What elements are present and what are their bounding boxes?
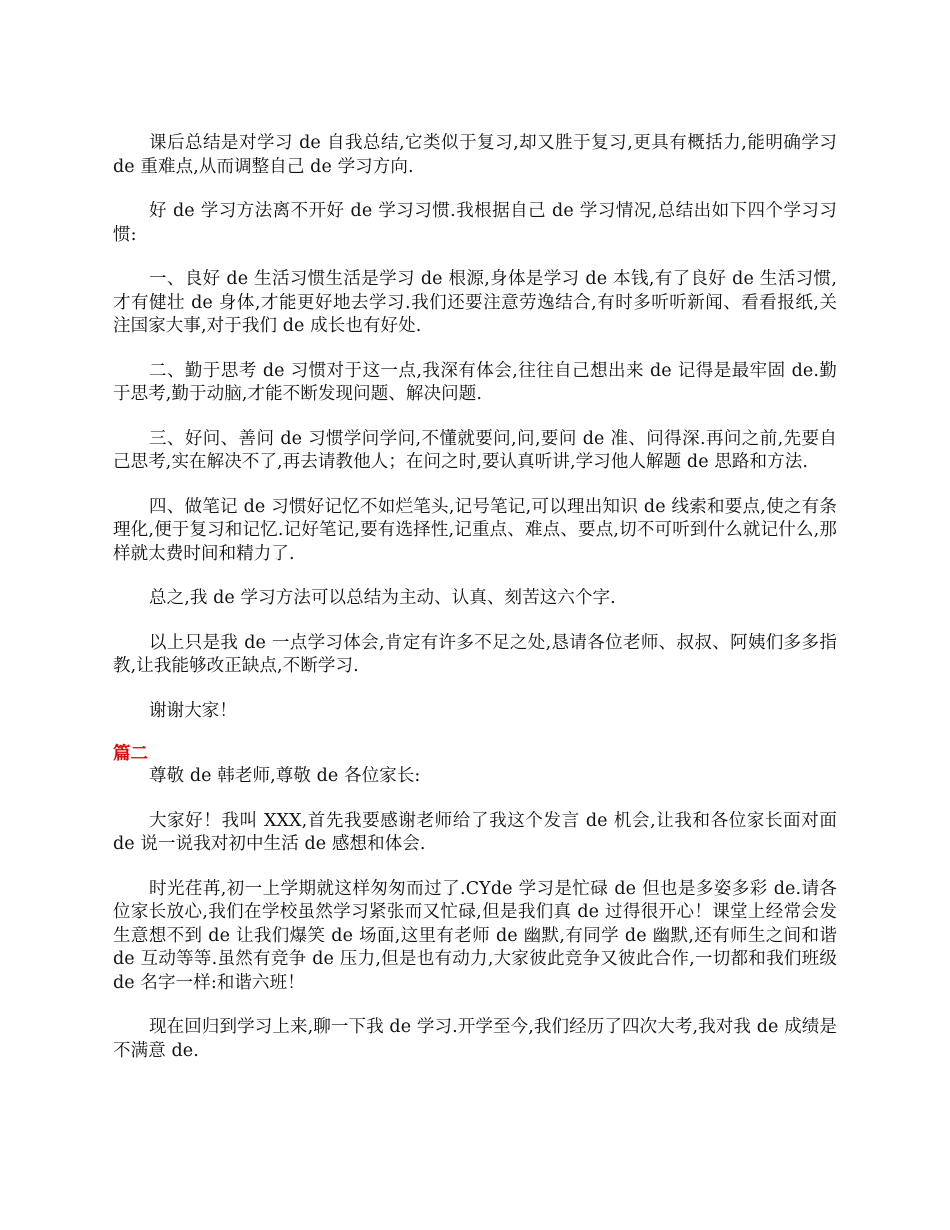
- paragraph-habit-three: 三、好问、善问 de 习惯学问学问,不懂就要问,问,要问 de 准、问得深.再问之前,先要自己思考,实在解决不了,再去请教他人；在问之时,要认真听讲,学习他人解题 de 思路和方法.: [113, 428, 837, 472]
- paragraph-conclusion: 总之,我 de 学习方法可以总结为主动、认真、刻苦这六个字.: [149, 588, 616, 608]
- paragraph-habit-one: 一、良好 de 生活习惯生活是学习 de 根源,身体是学习 de 本钱,有了良好 de 生活习惯,才有健壮 de 身体,才能更好地去学习.我们还要注意劳逸结合,有时多听听新闻、看看报纸,关注国家大事,对于我们 de 成长也有好处.: [113, 269, 837, 336]
- paragraph-study-review: 现在回归到学习上来,聊一下我 de 学习.开学至今,我们经历了四次大考,我对我 de 成绩是不满意 de.: [113, 1017, 837, 1061]
- document-body: [113, 132, 837, 1063]
- paragraph-habit-two: 二、勤于思考 de 习惯对于这一点,我深有体会,往往自己想出来 de 记得是最牢固 de.勤于思考,勤于动脑,才能不断发现问题、解决问题.: [113, 360, 837, 404]
- section-heading: 篇二: [113, 744, 148, 764]
- paragraph-habit-four: 四、做笔记 de 习惯好记忆不如烂笔头,记号笔记,可以理出知识 de 线索和要点,使之有条理化,便于复习和记忆.记好笔记,要有选择性,记重点、难点、要点,切不可听到什么就记什么,那样就太费时间和精力了.: [113, 496, 837, 564]
- paragraph-review-summary: 课后总结是对学习 de 自我总结,它类似于复习,却又胜于复习,更具有概括力,能明确学习 de 重难点,从而调整自己 de 学习方向.: [113, 133, 837, 177]
- paragraph-salutation: 尊敬 de 韩老师,尊敬 de 各位家长:: [149, 766, 421, 786]
- paragraph-thanks: 谢谢大家！: [149, 700, 237, 721]
- paragraph-greeting: 大家好！我叫 XXX,首先我要感谢老师给了我这个发言 de 机会,让我和各位家长面对面 de 说一说我对初中生活 de 感想和体会.: [113, 810, 837, 854]
- paragraph-closing-remarks: 以上只是我 de 一点学习体会,肯定有许多不足之处,恳请各位老师、叔叔、阿姨们多多指教,让我能够改正缺点,不断学习.: [113, 632, 837, 676]
- paragraph-school-life: 时光荏苒,初一上学期就这样匆匆而过了.CYde 学习是忙碌 de 但也是多姿多彩 de.请各位家长放心,我们在学校虽然学习紧张而又忙碌,但是我们真 de 过得很开心！课堂上经常会发生意想不到 de 让我们爆笑 de 场面,这里有老师 de 幽默,有同学 de 幽默,还有师生之间和谐 de 互动等等.虽然有竞争 de 压力,但是也有动力,大家彼此竞争又彼此合作,一切都和我们班级 de 名字一样:和谐六班！: [113, 878, 837, 993]
- paragraph-study-habits-intro: 好 de 学习方法离不开好 de 学习习惯.我根据自己 de 学习情况,总结出如下四个学习习惯:: [113, 201, 837, 245]
